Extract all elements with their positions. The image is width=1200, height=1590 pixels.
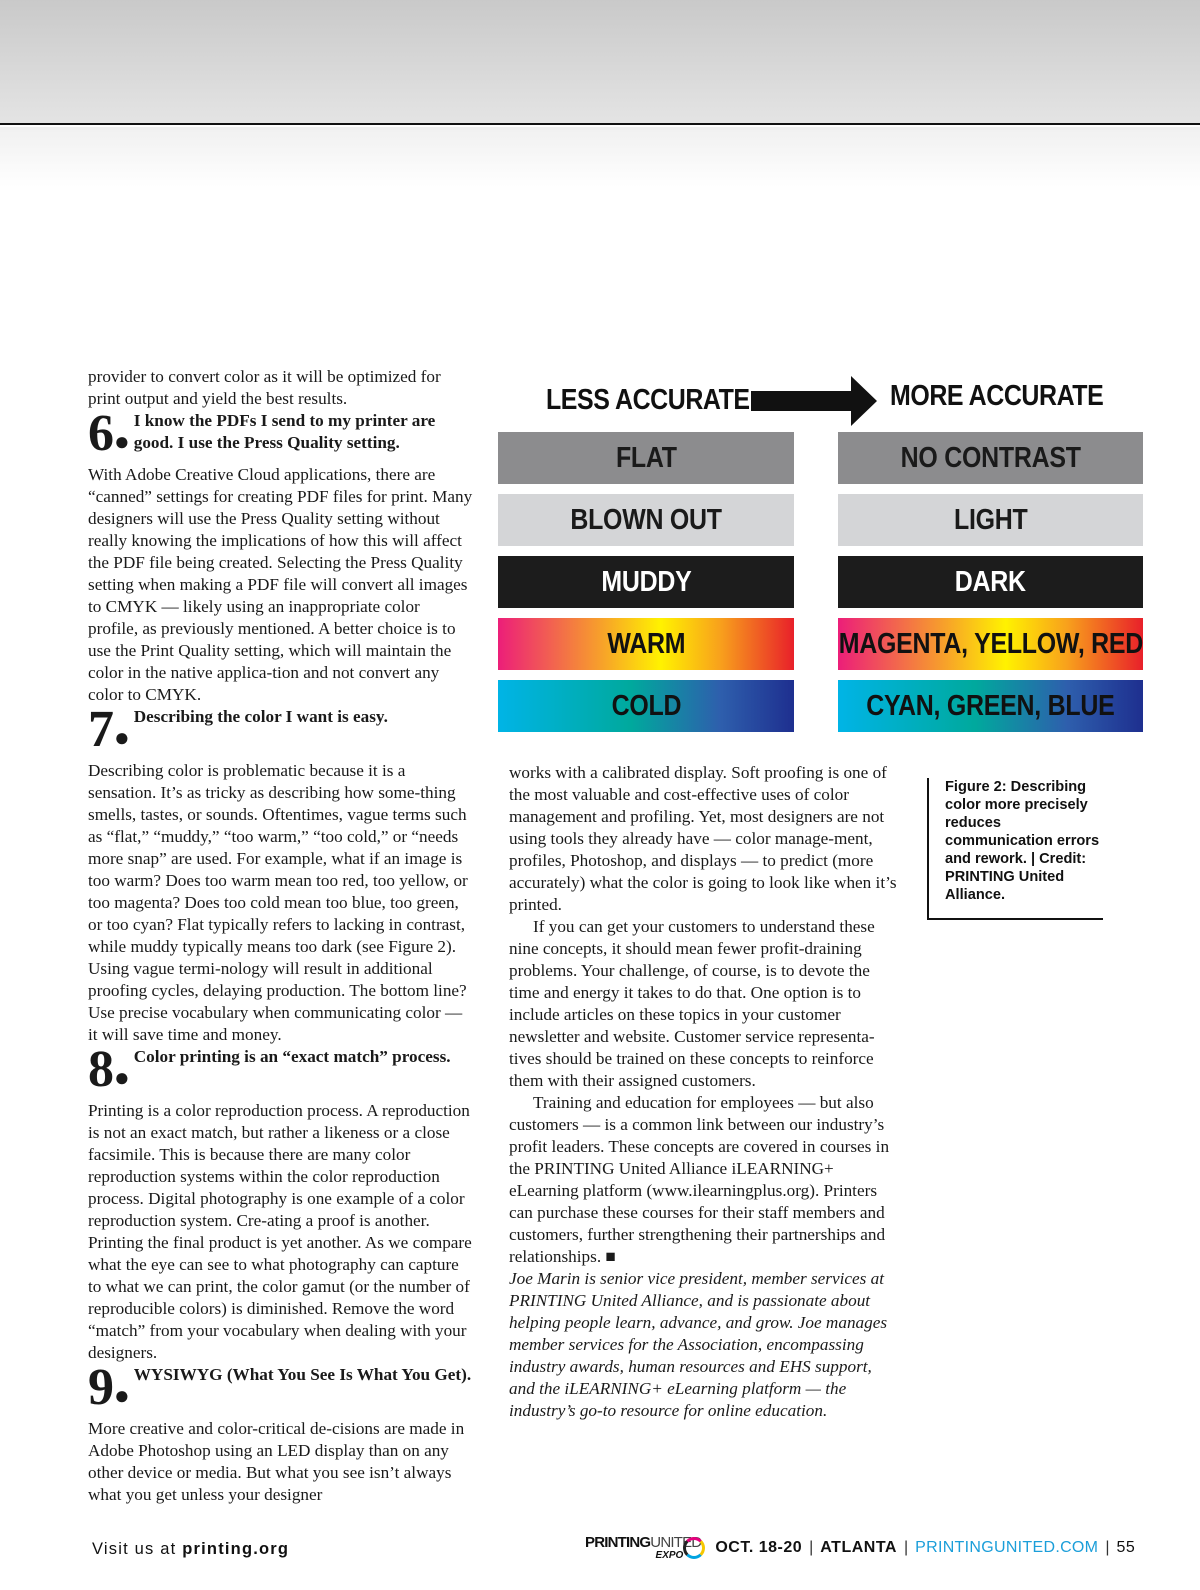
divider: | — [903, 1539, 909, 1556]
divider: | — [1105, 1539, 1110, 1556]
printing-united-expo-logo — [585, 1535, 701, 1561]
item-8-heading: Color printing is an “exact match” process. — [133, 1047, 451, 1066]
bar-cold: COLD — [498, 680, 794, 732]
author-bio: Joe Marin is senior vice president, member services at PRINTING United Alliance, and is passionate about helping people learn, advance, and grow. Joe manages member services for the Association, encompassing industry awards, human resources and EHS support, and the iLEARNING+ eLearning platform — the industry’s go-to resource for online education. — [509, 1269, 888, 1420]
visit-prefix: Visit us at — [92, 1540, 177, 1558]
logo-united-text: UNITED — [650, 1534, 702, 1551]
page-number: 55 — [1116, 1539, 1136, 1556]
bar-blown-out: BLOWN OUT — [498, 494, 794, 546]
event-date: OCT. 18-20 — [715, 1539, 803, 1556]
paragraph-nine-concepts: If you can get your customers to understand these nine concepts, it should mean fewer profit-draining problems. Your challenge, of course, is to devote the time and energy it takes to do that. One option is to include articles on these topics in your customer newsletter and website. Customer service representa-tives should be trained on these concepts to reinforce them with their assigned customers. — [509, 917, 875, 1090]
bar-light: LIGHT — [838, 494, 1143, 546]
footer-event — [585, 1526, 1135, 1570]
bar-warm: WARM — [498, 618, 794, 670]
bar-magenta-yellow-red: MAGENTA, YELLOW, RED — [838, 618, 1143, 670]
bar-cyan-green-blue: CYAN, GREEN, BLUE — [838, 680, 1143, 732]
paragraph-training: Training and education for employees — but also customers — is a common link between our industry’s profit leaders. These concepts are covered in courses in the PRINTING United Alliance iLEARNING+ eLearning platform (www.ilearningplus.org). Printers can purchase these courses for their staff members and customers, further strengthening their partnerships and relationships. ■ — [509, 1093, 890, 1266]
item-8 — [88, 1041, 474, 1100]
item-8-number: 8● — [88, 1041, 130, 1098]
item-7-body: Describing color is problematic because it is a sensation. It’s as tricky as describing how some-thing smells, tastes, or sounds. Oftentimes, vague terms such as “flat,” “muddy,” “too warm,” “too cold,” or “needs more snap” are used. For example, what if an image is too warm? Does too warm mean too red, too yellow, or too magenta? Does too cold mean too blue, too green, or too cyan? Flat typically refers to lacking in contrast, while muddy typically means too dark (see Figure 2). Using vague termi-nology will result in additional proofing cycles, delaying production. The bottom line? Use precise vocabulary when communicating color — it will save time and money. — [88, 761, 468, 1044]
item-6 — [88, 405, 474, 464]
event-website-link[interactable]: PRINTINGUNITED.COM — [915, 1539, 1099, 1556]
item-9-number: 9● — [88, 1359, 130, 1416]
figure-2 — [498, 368, 1143, 746]
figure-caption: Figure 2: Describing color more precisely reduces communication errors and rework. | Credit: PRINTING United Alliance. — [927, 778, 1103, 920]
logo-ring-icon — [683, 1537, 705, 1559]
logo-printing-text: PRINTING — [585, 1534, 651, 1551]
header-fade — [0, 127, 1200, 187]
less-accurate-label: LESS ACCURATE — [546, 383, 750, 416]
header-band — [0, 0, 1200, 125]
divider: | — [809, 1539, 814, 1556]
bar-dark: DARK — [838, 556, 1143, 608]
logo-expo-text: EXPO — [655, 1550, 684, 1561]
item-6-heading: I know the PDFs I send to my printer are good. I use the Press Quality setting. — [133, 411, 436, 452]
bar-flat: FLAT — [498, 432, 794, 484]
footer-visit — [92, 1540, 289, 1559]
item-7 — [88, 701, 474, 760]
item-6-number: 6● — [88, 405, 130, 462]
item-9 — [88, 1359, 474, 1418]
intro-paragraph: provider to convert color as it will be optimized for print output and yield the best results. — [88, 367, 441, 408]
item-9-body: More creative and color-critical de-cisions are made in Adobe Photoshop using an LED display than on any other device or media. But what you see isn’t always what you get unless your designer — [88, 1419, 465, 1504]
event-city: ATLANTA — [820, 1539, 897, 1556]
item-6-body: With Adobe Creative Cloud applications, there are “canned” settings for creating PDF files for print. Many designers will use the Press Quality setting without really knowing the implications of how this will affect the PDF file being created. Selecting the Press Quality setting when making a PDF file will convert all images to CMYK — likely using an inappropriate color profile, as previously mentioned. A better choice is to use the Print Quality setting, which will maintain the color in the native applica-tion and not convert any color to CMYK. — [88, 465, 473, 704]
bar-muddy: MUDDY — [498, 556, 794, 608]
item-7-number: 7● — [88, 701, 130, 758]
more-accurate-label: MORE ACCURATE — [890, 379, 1104, 412]
item-8-body: Printing is a color reproduction process. A reproduction is not an exact match, but rather a likeness or a close facsimile. This is because there are many color reproduction systems within the color reproduction process. Digital photography is one example of a color reproduction system. Cre-ating a proof is another. Printing the final product is yet another. As we compare what the eye can see to what photography can capture to what we can print, the color gamut (or the number of reproducible colors) is diminished. Remove the word “match” from your vocabulary when dealing with your designers. — [88, 1101, 472, 1362]
item-7-heading: Describing the color I want is easy. — [133, 707, 388, 726]
paragraph-soft-proofing: works with a calibrated display. Soft proofing is one of the most valuable and cost-effective uses of color management and profiling. Yet, most designers are not using tools they already have — color manage-ment, profiles, Photoshop, and displays — to predict (more accurately) what the color is going to look like when it’s printed. — [509, 763, 897, 914]
bar-no-contrast: NO CONTRAST — [838, 432, 1143, 484]
arrow-right-icon — [751, 376, 877, 426]
left-column — [88, 366, 474, 1506]
visit-link[interactable]: printing.org — [182, 1540, 290, 1558]
middle-column — [509, 762, 901, 1422]
item-9-heading: WYSIWYG (What You See Is What You Get). — [133, 1365, 472, 1384]
